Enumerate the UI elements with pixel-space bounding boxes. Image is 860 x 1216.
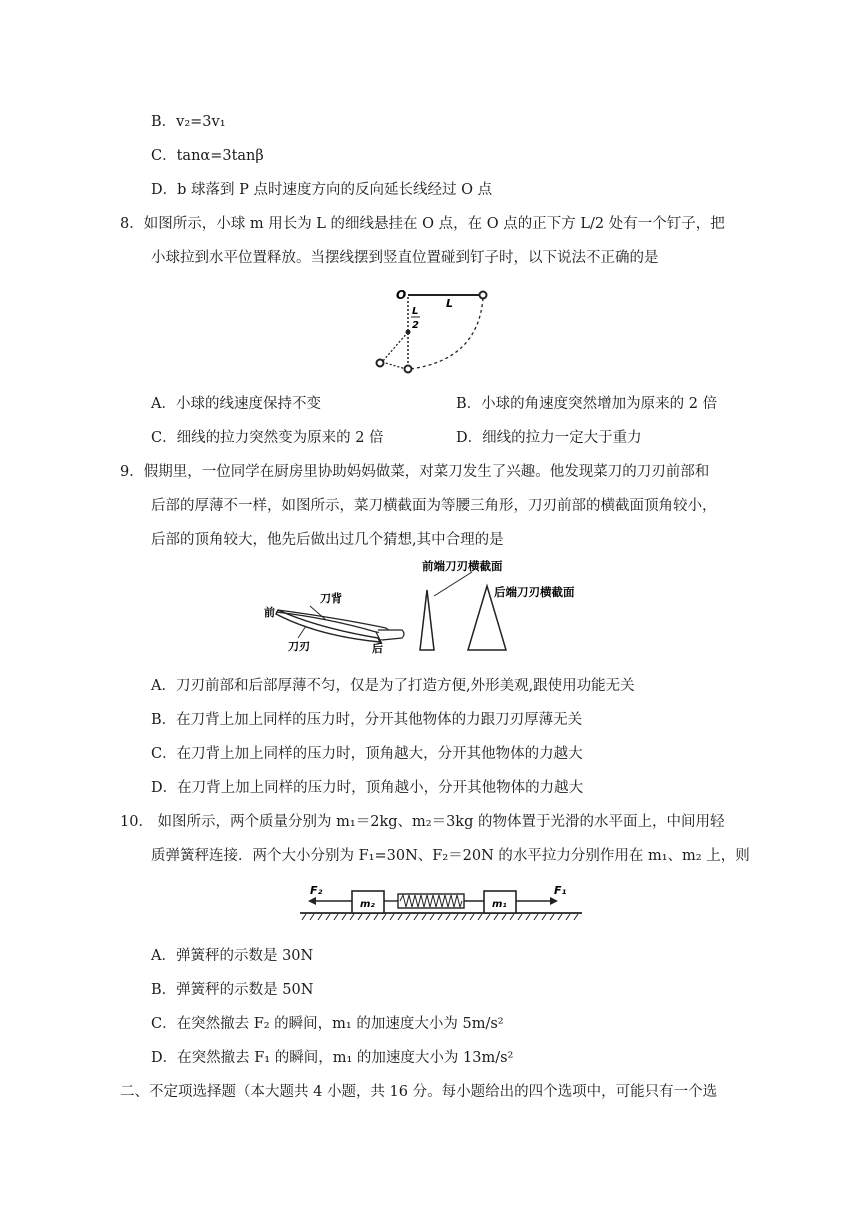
q9-label-back-section: 后端刀刃横截面 xyxy=(494,585,575,599)
q8-stem-line1: 8．如图所示，小球 m 用长为 L 的细线悬挂在 O 点，在 O 点的正下方 L/2 处有一个钉子，把 xyxy=(120,216,725,232)
q8-ball-start xyxy=(480,292,487,299)
q8-pendulum-figure xyxy=(370,282,500,378)
q9-front-triangle xyxy=(420,590,434,650)
q10-stem-line1: 10． 如图所示，两个质量分别为 m₁＝2kg、m₂＝3kg 的物体置于光滑的水平面上，中间用轻 xyxy=(120,814,725,830)
q10-option-a: A．弹簧秤的示数是 30N xyxy=(151,948,314,964)
q9-label-front: 前 xyxy=(264,606,275,619)
q8-label-half-num: L xyxy=(412,306,419,317)
q7-option-c: C．tanα=3tanβ xyxy=(151,148,264,164)
q10-option-b: B．弹簧秤的示数是 50N xyxy=(151,982,314,998)
q10-label-f1: F₁ xyxy=(554,884,567,897)
q10-option-d: D．在突然撤去 F₁ 的瞬间，m₁ 的加速度大小为 13m/s² xyxy=(151,1050,514,1066)
q9-option-c: C．在刀背上加上同样的压力时，顶角越大，分开其他物体的力越大 xyxy=(151,746,583,762)
q9-option-a: A．刀刃前部和后部厚薄不匀，仅是为了打造方便,外形美观,跟使用功能无关 xyxy=(151,678,635,694)
section2-heading: 二、不定项选择题（本大题共 4 小题，共 16 分。每小题给出的四个选项中，可能只有一个选 xyxy=(120,1084,718,1100)
q9-label-knife-back: 刀背 xyxy=(320,592,342,605)
q8-label-l: L xyxy=(446,297,454,310)
q8-option-d: D．细线的拉力一定大于重力 xyxy=(456,430,642,446)
q9-stem-line3: 后部的顶角较大，他先后做出过几个猜想,其中合理的是 xyxy=(151,532,504,548)
q10-label-f2: F₂ xyxy=(310,884,323,897)
q9-label-front-section: 前端刀刃横截面 xyxy=(422,559,503,573)
q9-option-b: B．在刀背上加上同样的压力时，分开其他物体的力跟刀刃厚薄无关 xyxy=(151,712,583,728)
q10-label-m1: m₁ xyxy=(492,899,507,910)
q8-ball-bottom xyxy=(405,366,412,373)
q10-label-m2: m₂ xyxy=(360,899,375,910)
q9-option-d: D．在刀背上加上同样的压力时，顶角越小，分开其他物体的力越大 xyxy=(151,780,584,796)
q8-option-b: B．小球的角速度突然增加为原来的 2 倍 xyxy=(456,396,718,412)
q8-ball-swing xyxy=(377,360,384,367)
q9-label-blade: 刀刃 xyxy=(288,640,310,653)
q7-option-b: B．v₂=3v₁ xyxy=(151,114,226,130)
q8-stem-line2: 小球拉到水平位置释放。当摆线摆到竖直位置碰到钉子时，以下说法不正确的是 xyxy=(151,250,659,266)
q9-label-back: 后 xyxy=(372,642,383,655)
q9-stem-line1: 9．假期里，一位同学在厨房里协助妈妈做菜，对菜刀发生了兴趣。他发现菜刀的刀刃前部和 xyxy=(120,464,710,480)
q9-stem-line2: 后部的厚薄不一样，如图所示，菜刀横截面为等腰三角形，刀刃前部的横截面顶角较小， xyxy=(151,498,717,514)
q10-option-c: C．在突然撤去 F₂ 的瞬间，m₁ 的加速度大小为 5m/s² xyxy=(151,1016,504,1032)
q8-label-o: O xyxy=(396,288,407,302)
q10-spring-figure xyxy=(300,880,582,924)
q9-knife-figure xyxy=(258,556,598,660)
q10-stem-line2: 质弹簧秤连接．两个大小分别为 F₁=30N、F₂＝20N 的水平拉力分别作用在 m₁、m₂ 上，则 xyxy=(151,848,750,864)
q8-option-c: C．细线的拉力突然变为原来的 2 倍 xyxy=(151,430,384,446)
q8-option-a: A．小球的线速度保持不变 xyxy=(151,396,321,412)
q7-option-d: D．b 球落到 P 点时速度方向的反向延长线经过 O 点 xyxy=(151,182,493,198)
q8-label-half-den: 2 xyxy=(412,320,419,331)
